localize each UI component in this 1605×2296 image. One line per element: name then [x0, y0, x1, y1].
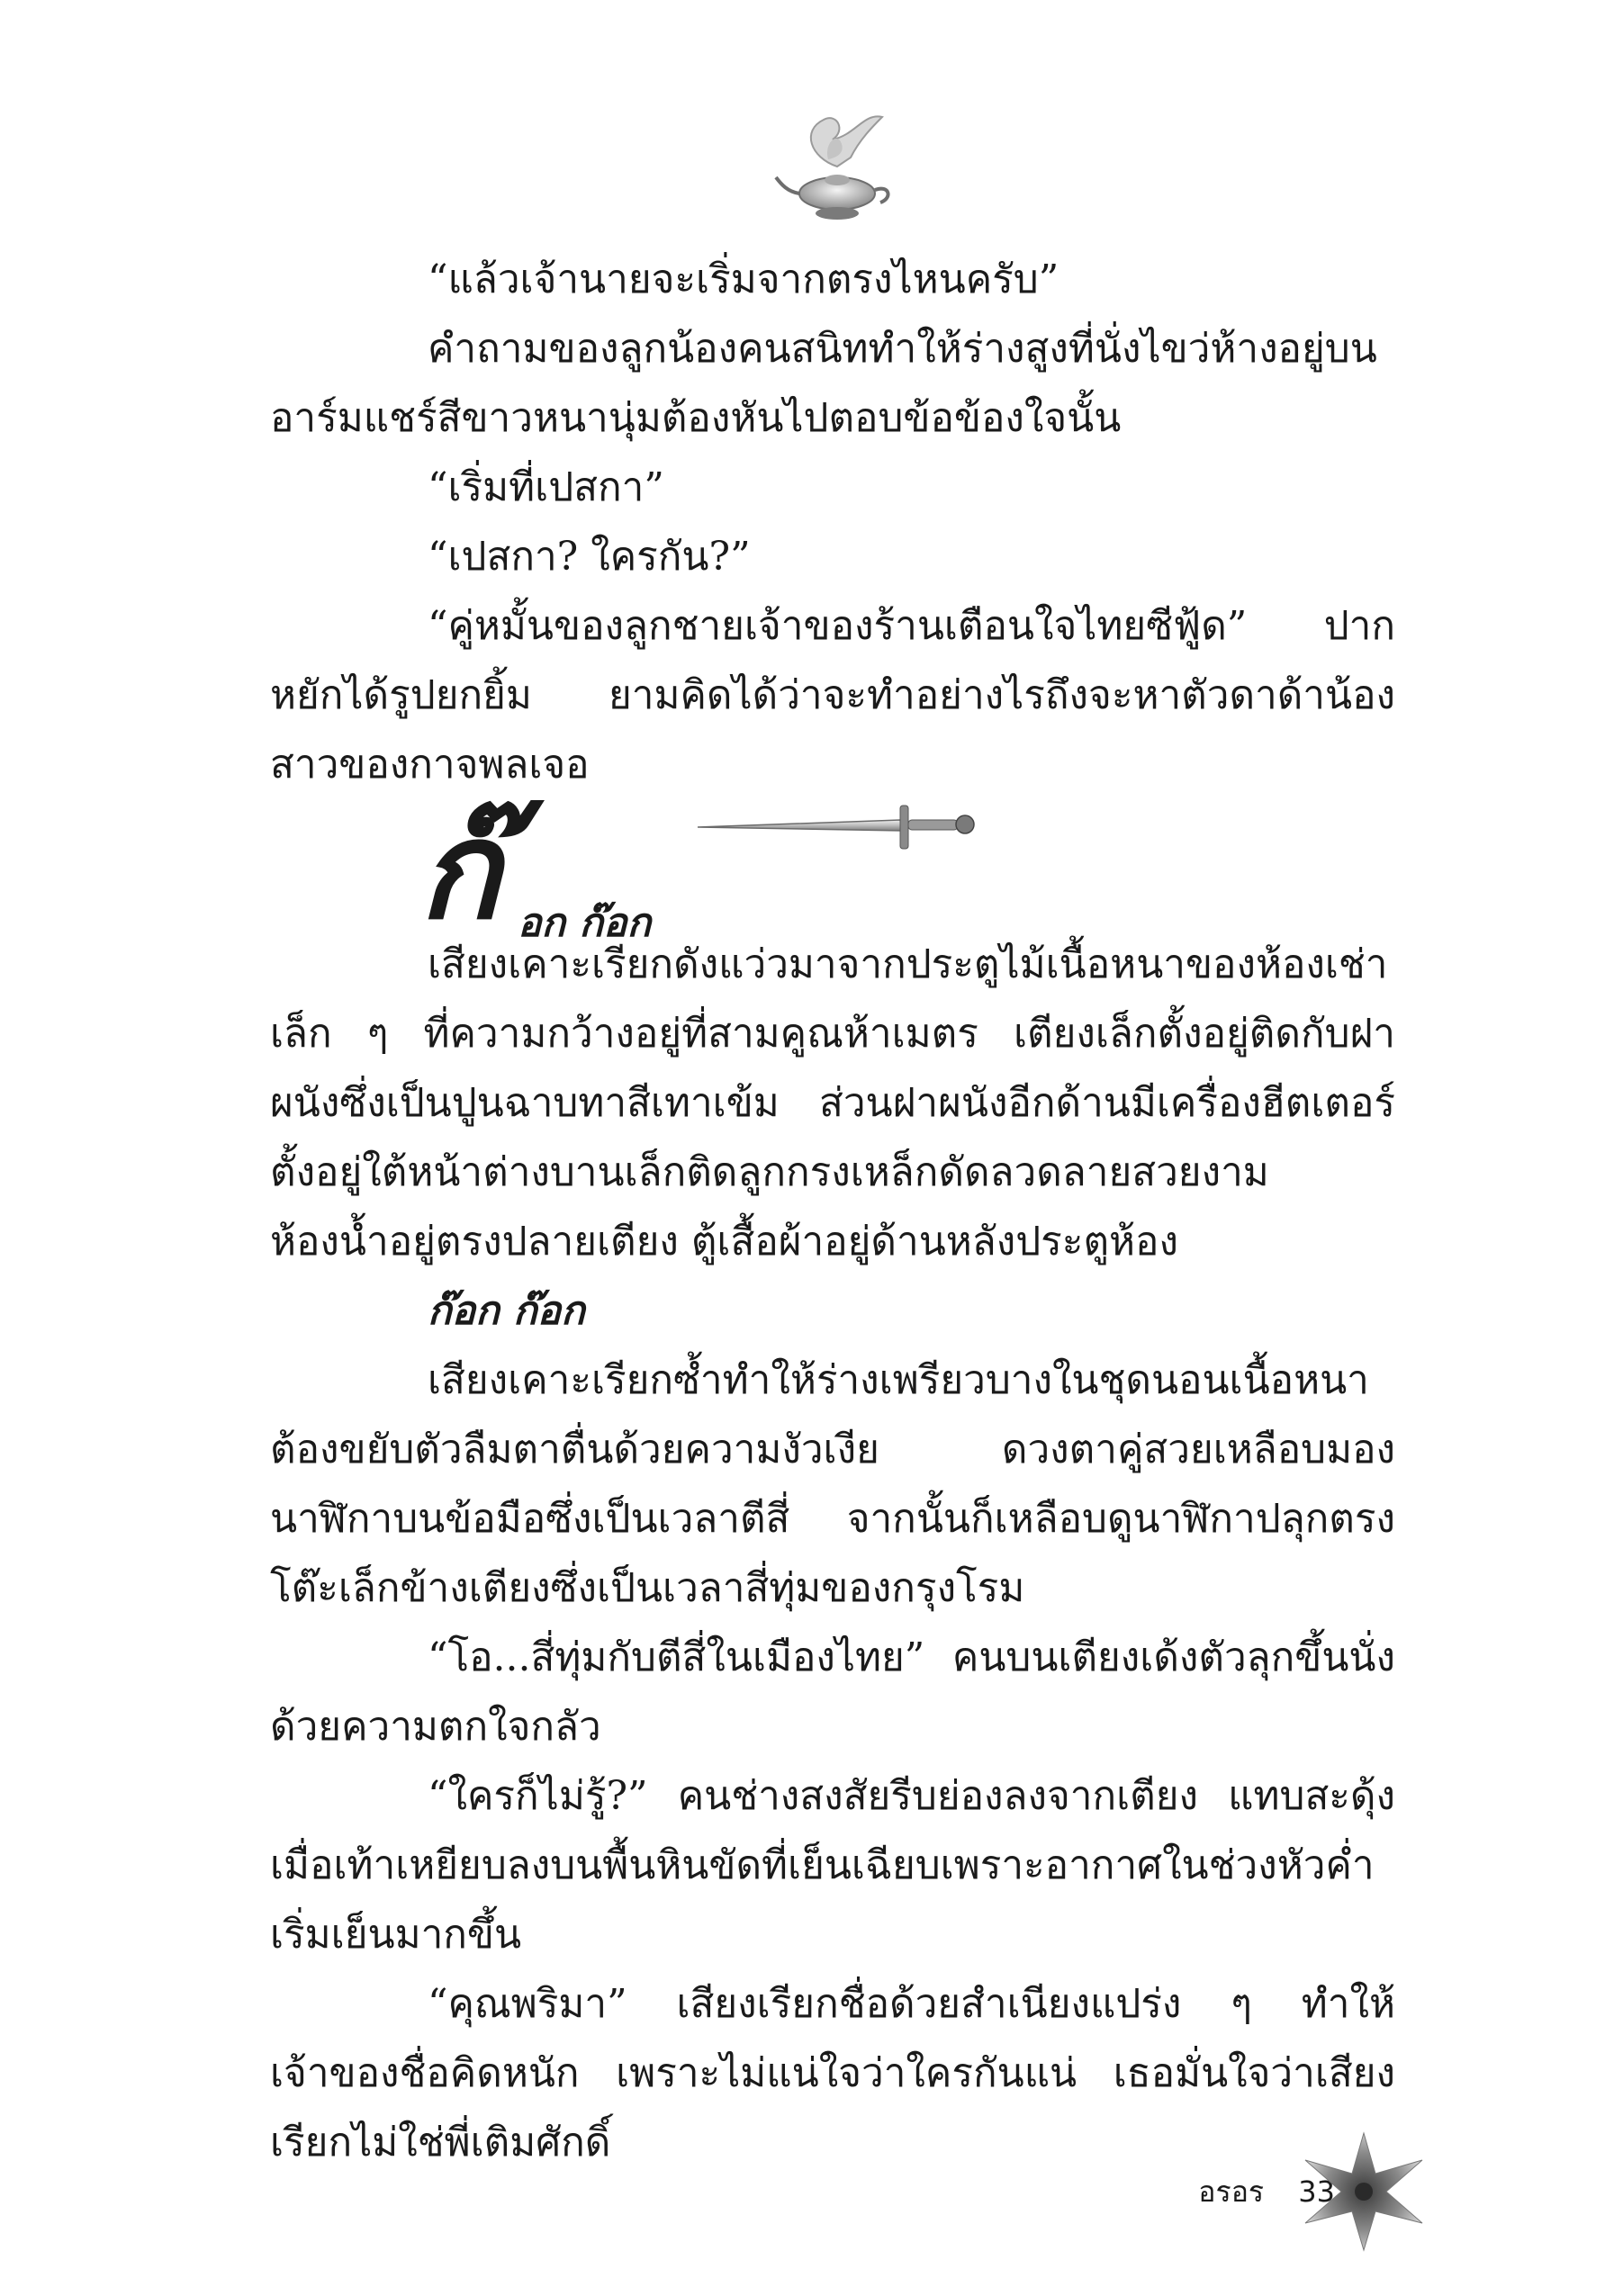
top-text-block [270, 245, 1395, 799]
running-title: อรอร [1198, 2174, 1265, 2209]
chapter-opening-heading [419, 791, 779, 950]
drop-cap-letter: ก๊ [419, 791, 500, 950]
star-flower-icon [1296, 2129, 1431, 2255]
knock-sound-line: ก๊อก ก๊อก [428, 1288, 585, 1334]
dialogue-paragraph: “เปสกา? ใครกัน?” [428, 534, 751, 580]
body-text-block [270, 930, 1395, 2177]
dialogue-paragraph: “คุณพริมา” เสียงเรียกชื่อด้วยสำเนียงแปร่ง ๆ ทำให้เจ้าของชื่อคิดหนัก เพราะไม่แน่ใจว่าใครกันแน่ เธอมั่นใจว่าเสียงเรียกไม่ใช่พี่เติมศักดิ์ [270, 1981, 1395, 2165]
drop-cap-rest: อก ก๊อก [518, 900, 652, 946]
narration-paragraph: เสียงเคาะเรียกซ้ำทำให้ร่างเพรียวบางในชุดนอนเนื้อหนาต้องขยับตัวลืมตาตื่นด้วยความงัวเงีย ดวงตาคู่สวยเหลือบมองนาฬิกาบนข้อมือซึ่งเป็นเวลาตีสี่ จากนั้นก็เหลือบดูนาฬิกาปลุกตรงโต๊ะเล็กข้างเตียงซึ่งเป็นเวลาสี่ทุ่มของกรุงโรม [270, 1357, 1395, 1611]
dialogue-paragraph: “แล้วเจ้านายจะเริ่มจากตรงไหนครับ” [428, 257, 1059, 302]
dialogue-paragraph: “โอ...สี่ทุ่มกับตีสี่ในเมืองไทย” คนบนเตียงเด้งตัวลุกขึ้นนั่งด้วยความตกใจกลัว [270, 1634, 1395, 1750]
dialogue-paragraph: “ใครก็ไม่รู้?” คนช่างสงสัยรีบย่องลงจากเตียง แทบสะดุ้งเมื่อเท้าเหยียบลงบนพื้นหินขัดที่เย็นเฉียบเพราะอากาศในช่วงหัวค่ำเริ่มเย็นมากขึ้น [270, 1773, 1395, 1958]
page-number: 33 [1298, 2174, 1335, 2209]
magic-lamp-icon [774, 104, 905, 225]
dialogue-paragraph: “คู่หมั้นของลูกชายเจ้าของร้านเตือนใจไทยซีฟู้ด” ปากหยักได้รูปยกยิ้ม ยามคิดได้ว่าจะทำอย่างไรถึงจะหาตัวดาด้าน้องสาวของกาจพลเจอ [270, 603, 1395, 788]
dialogue-paragraph: “เริ่มที่เปสกา” [428, 464, 664, 510]
narration-paragraph: คำถามของลูกน้องคนสนิททำให้ร่างสูงที่นั่งไขว่ห้างอยู่บนอาร์มแชร์สีขาวหนานุ่มต้องหันไปตอบข้อข้องใจนั้น [270, 326, 1377, 441]
narration-paragraph: เสียงเคาะเรียกดังแว่วมาจากประตูไม้เนื้อหนาของห้องเช่าเล็ก ๆ ที่ความกว้างอยู่ที่สามคูณห้าเมตร เตียงเล็กตั้งอยู่ติดกับฝาผนังซึ่งเป็นปูนฉาบทาสีเทาเข้ม ส่วนฝาผนังอีกด้านมีเครื่องฮีตเตอร์ตั้งอยู่ใต้หน้าต่างบานเล็กติดลูกกรงเหล็กดัดลวดลายสวยงาม ห้องน้ำอยู่ตรงปลายเตียง ตู้เสื้อผ้าอยู่ด้านหลังประตูห้อง [270, 941, 1395, 1265]
